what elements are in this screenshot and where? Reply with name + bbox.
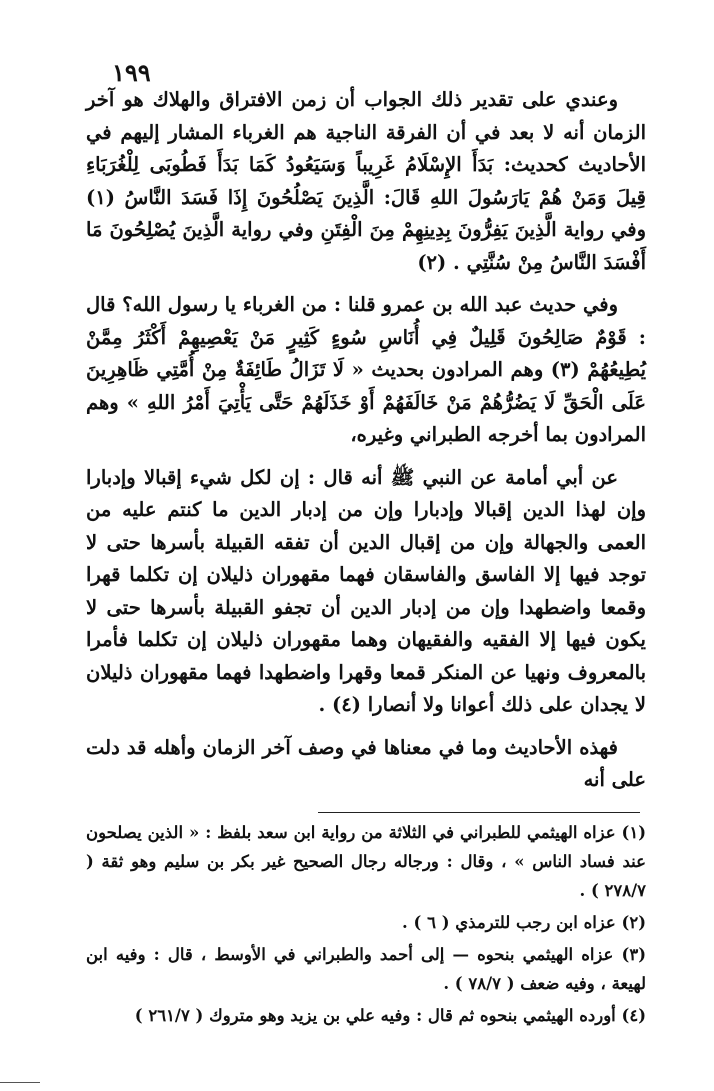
body-paragraph: وفي حديث عبد الله بن عمرو قلنا : من الغرباء يا رسول الله؟ قال : قَوْمٌ صَالِحُونَ قَلِيلٌ فِي أُنَاسِ سُوءٍ كَثِيرٍ مَنْ يَعْصِيهِمْ أَكْثَرُ مِمَّنْ يُطِيعُهُمْ (٣) وهم المرادون بحديث « لَا تَزَالُ طَائِفَةٌ مِنْ أُمَّتِي ظَاهِرِينَ عَلَى الْحَقِّ لَا يَضُرُّهُمْ مَنْ خَالَفَهُمْ أَوْ خَذَلَهُمْ حَتَّى يَأْتِيَ أَمْرُ اللهِ » وهم المرادون بما أخرجه الطبراني وغيره، [86,293,646,446]
body-paragraph: فهذه الأحاديث وما في معناها في وصف آخر الزمان وأهله قد دلت على أنه [86,735,646,791]
footnote-divider [318,812,640,813]
footnote: (١) عزاه الهيثمي للطبراني في الثلاثة من رواية ابن سعد بلفظ : « الذين يصلحون عند فساد الناس » ، وقال : ورجاله رجال الصحيح غير بكر بن سليم وهو ثقة ( ٢٧٨/٧ ) . [86,823,646,900]
main-text [86,84,646,797]
page-number: ١٩٩ [112,58,151,87]
body-paragraph: عن أبي أمامة عن النبي ﷺ أنه قال : إن لكل شيء إقبالا وإدبارا وإن لهذا الدين إقبالا وإدبارا وإن من إدبار الدين ما كنتم عليه من العمى والجهالة وإن من إقبال الدين أن تفقه القبيلة بأسرها حتى لا توجد فيها إلا الفاسق والفاسقان فهما مقهوران ذليلان إن تكلما قهرا وقمعا واضطهدا وإن من إدبار الدين أن تجفو القبيلة بأسرها حتى لا يكون فيها إلا الفقيه والفقيهان وهما مقهوران ذليلان إن تكلما فأمرا بالمعروف ونهيا عن المنكر قمعا وقهرا واضطهدا فهما مقهوران ذليلان لا يجدان على ذلك أعوانا ولا أنصارا (٤) . [86,465,646,716]
footnote: (٤) أورده الهيثمي بنحوه ثم قال : وفيه علي بن يزيد وهو متروك ( ٢٦١/٧ ) [134,1006,646,1025]
footnote: (٣) عزاه الهيثمي بنحوه — إلى أحمد والطبراني في الأوسط ، قال : وفيه ابن لهيعة ، وفيه ضعف ( ٧٨/٧ ) . [86,945,646,993]
footnote: (٢) عزاه ابن رجب للترمذي ( ٦ ) . [402,913,646,932]
body-paragraph: وعندي على تقدير ذلك الجواب أن زمن الافتراق والهلاك هو آخر الزمان أنه لا بعد في أن الفرقة الناجية هم الغرباء المشار إليهم في الأحاديث كحديث: بَدَأَ الإِسْلَامُ غَرِيباً وَسَيَعُودُ كَمَا بَدَأَ فَطُوبَى لِلْغُرَبَاءِ قِيلَ وَمَنْ هُمْ يَارَسُولَ اللهِ قَالَ: الَّذِينَ يَصْلُحُونَ إِذَا فَسَدَ النَّاسُ (١) وفي رواية الَّذِينَ يَفِرُّونَ بِدِينِهِمْ مِنَ الْفِتَنِ وفي رواية الَّذِينَ يُصْلِحُونَ مَا أَفْسَدَ النَّاسُ مِنْ سُنَّتِي . (٢) [86,88,646,274]
scan-edge-mark [0,1082,40,1083]
footnotes [86,818,646,1030]
